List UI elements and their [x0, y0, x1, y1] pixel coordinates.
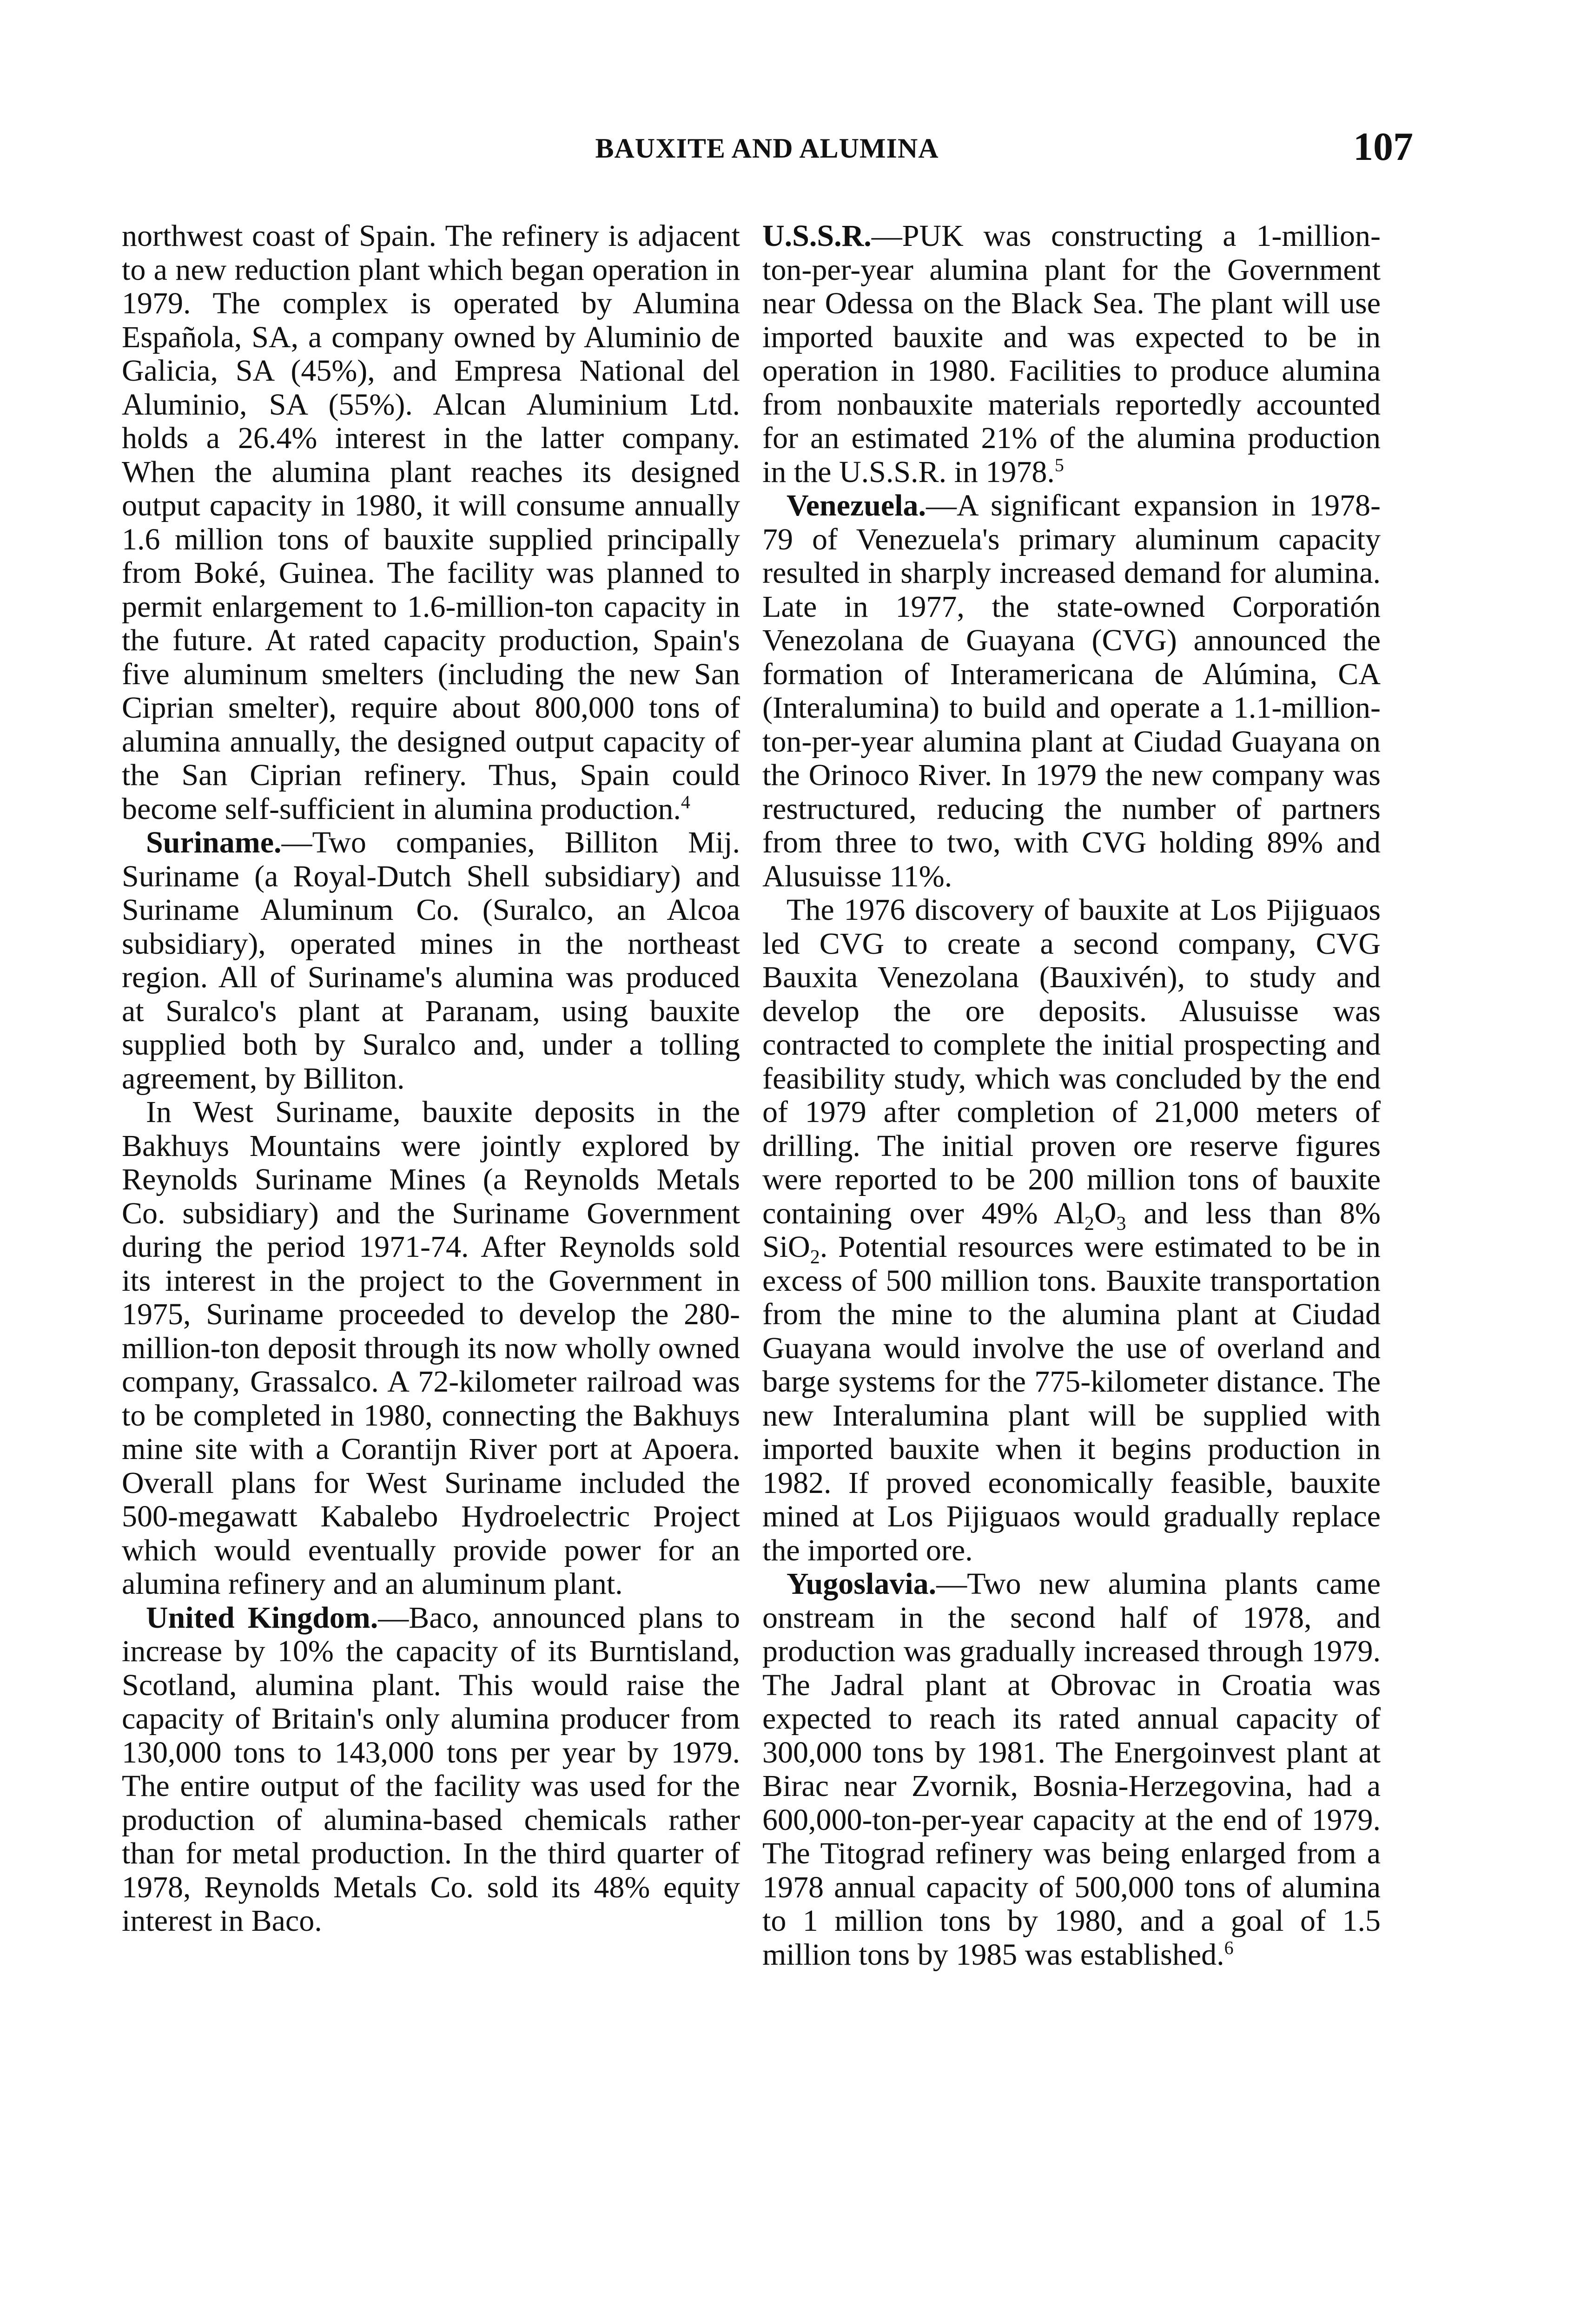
paragraph-text: The 1976 discovery of bauxite at Los Pijiguaos led CVG to create a second company, CVG Bauxita Venezolana (Bauxivén), to study and develop the ore deposits. Alusuisse was contracted to complete the initial prospecting and feasibility study, which was concluded by the end of 1979 after completion of 21,000 meters of drilling. The initial proven ore reserve figures were reported to be 200 million tons of bauxite containing over 49% Al	[762, 893, 1381, 1230]
paragraph-spain-continued	[122, 219, 740, 826]
paragraph-text: and less than 8% SiO	[762, 1196, 1381, 1264]
paragraph-text: —A significant expansion in 1978-79 of Venezuela's primary aluminum capacity resulted in sharply increased demand for alumina. Late in 1977, the state-owned Corporatión Venezolana de Guayana (CVG) announced the formation of Interamericana de Alúmina, CA (Interalumina) to build and operate a 1.1-million-ton-per-year alumina plant at Ciudad Guayana on the Orinoco River. In 1979 the new company was restructured, reducing the number of partners from three to two, with CVG holding 89% and Alusuisse 11%.	[762, 489, 1381, 893]
section-heading-ussr: U.S.S.R.	[762, 219, 872, 253]
footnote-marker: 5	[1054, 454, 1064, 475]
paragraph-text: northwest coast of Spain. The refinery is adjacent to a new reduction plant which began operation in 1979. The complex is operated by Alumina Española, SA, a company owned by Aluminio de Galicia, SA (45%), and Empresa National del Aluminio, SA (55%). Alcan Aluminium Ltd. holds a 26.4% interest in the latter company. When the alumina plant reaches its designed output capacity in 1980, it will consume annually 1.6 million tons of bauxite supplied principally from Boké, Guinea. The facility was planned to permit enlargement to 1.6-million-ton capacity in the future. At rated capacity production, Spain's five aluminum smelters (including the new San Ciprian smelter), require about 800,000 tons of alumina annually, the designed output capacity of the San Ciprian refinery. Thus, Spain could become self-sufficient in alumina production.	[122, 219, 740, 826]
subscript: 2	[810, 1247, 820, 1268]
footnote-marker: 4	[681, 791, 690, 812]
subscript: 3	[1116, 1213, 1126, 1235]
paragraph-text: —PUK was constructing a 1-million-ton-per-year alumina plant for the Government near Odessa on the Black Sea. The plant will use imported bauxite and was expected to be in operation in 1980. Facilities to produce alumina from nonbauxite materials reportedly accounted for an estimated 21% of the alumina production in the U.S.S.R. in 1978.	[762, 219, 1381, 489]
chemical-symbol: O	[1094, 1196, 1117, 1230]
paragraph-united-kingdom	[122, 1601, 740, 1938]
section-heading-venezuela: Venezuela.	[787, 489, 926, 522]
right-column	[762, 219, 1381, 1972]
paragraph-text: —Baco, announced plans to increase by 10% the capacity of its Burntisland, Scotland, alumina plant. This would raise the capacity of Britain's only alumina producer from 130,000 tons to 143,000 tons per year by 1979. The entire output of the facility was used for the production of alumina-based chemicals rather than for metal production. In the third quarter of 1978, Reynolds Metals Co. sold its 48% equity interest in Baco.	[122, 1600, 740, 1938]
paragraph-text: . Potential resources were estimated to be in excess of 500 million tons. Bauxite transportation from the mine to the alumina plant at Ciudad Guayana would involve the use of overland and barge systems for the 775-kilometer distance. The new Interalumina plant will be supplied with imported bauxite when it begins production in 1982. If proved economically feasible, bauxite mined at Los Pijiguaos would gradually replace the imported ore.	[762, 1230, 1381, 1567]
page-number: 107	[1353, 124, 1413, 169]
paragraph-west-suriname: In West Suriname, bauxite deposits in the Bakhuys Mountains were jointly explored by Reynolds Suriname Mines (a Reynolds Metals Co. subsidiary) and the Suriname Government during the period 1971-74. After Reynolds sold its interest in the project to the Government in 1975, Suriname proceeded to develop the 280-million-ton deposit through its now wholly owned company, Grassalco. A 72-kilometer railroad was to be completed in 1980, connecting the Bakhuys mine site with a Corantijn River port at Apoera. Overall plans for West Suriname included the 500-megawatt Kabalebo Hydroelectric Project which would eventually provide power for an alumina refinery and an aluminum plant.	[122, 1095, 740, 1601]
subscript: 2	[1084, 1213, 1094, 1235]
paragraph-ussr	[762, 219, 1381, 489]
section-heading-yugoslavia: Yugoslavia.	[787, 1567, 937, 1601]
paragraph-text: —Two companies, Billiton Mij. Suriname (a Royal-Dutch Shell subsidiary) and Suriname Aluminum Co. (Suralco, an Alcoa subsidiary), operated mines in the northeast region. All of Suriname's alumina was produced at Suralco's plant at Paranam, using bauxite supplied both by Suralco and, under a tolling agreement, by Billiton.	[122, 825, 740, 1096]
paragraph-yugoslavia	[762, 1567, 1381, 1972]
paragraph-venezuela	[762, 489, 1381, 893]
left-column	[122, 219, 740, 1938]
paragraph-text: —Two new alumina plants came onstream in the second half of 1978, and production was gradually increased through 1979. The Jadral plant at Obrovac in Croatia was expected to reach its rated annual capacity of 300,000 tons by 1981. The Energoinvest plant at Birac near Zvornik, Bosnia-Herzegovina, had a 600,000-ton-per-year capacity at the end of 1979. The Titograd refinery was being enlarged from a 1978 annual capacity of 500,000 tons of alumina to 1 million tons by 1980, and a goal of 1.5 million tons by 1985 was established.	[762, 1567, 1381, 1972]
running-head: BAUXITE AND ALUMINA	[595, 133, 939, 164]
paragraph-suriname	[122, 826, 740, 1096]
section-heading-suriname: Suriname.	[146, 825, 282, 859]
footnote-marker: 6	[1224, 1937, 1234, 1958]
section-heading-united-kingdom: United Kingdom.	[146, 1600, 378, 1635]
paragraph-los-pijiguaos	[762, 893, 1381, 1567]
